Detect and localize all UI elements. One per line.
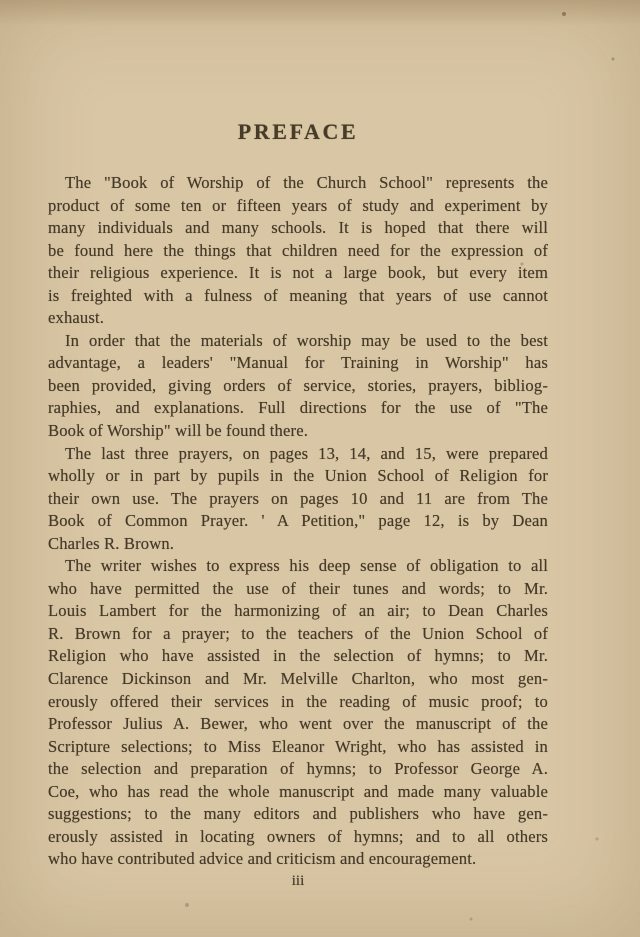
text-line: the selection and preparation of hymns; to Professor George A. (48, 759, 548, 779)
text-line: Book of Common Prayer. ' A Petition," page 12, is by Dean (48, 511, 548, 531)
text-line: advantage, a leaders' "Manual for Training in Worship" has (48, 353, 548, 373)
text-line: In order that the materials of worship may be used to the best (65, 330, 548, 350)
page-number: iii (291, 873, 305, 889)
text-line: who have contributed advice and criticism and encouragement. (48, 849, 477, 869)
text-line: been provided, giving orders of service, stories, prayers, bibliog- (48, 375, 548, 395)
text-line: Clarence Dickinson and Mr. Melville Charlton, who most gen- (48, 669, 548, 689)
text-line: be found here the things that children need for the expression of (48, 240, 548, 260)
text-line: Charles R. Brown. (48, 533, 175, 553)
page-title: PREFACE (237, 119, 359, 144)
preface-text-block (48, 172, 548, 871)
text-line: erously offered their services in the reading of music proof; to (48, 691, 548, 711)
text-line: The last three prayers, on pages 13, 14, and 15, were prepared (65, 443, 548, 463)
text-line: erously assisted in locating owners of hymns; and to all others (48, 826, 548, 846)
text-line: Professor Julius A. Bewer, who went over the manuscript of the (48, 714, 548, 734)
text-line: product of some ten or fifteen years of study and experiment by (48, 195, 548, 215)
text-line: Louis Lambert for the harmonizing of an air; to Dean Charles (48, 601, 548, 621)
text-line: many individuals and many schools. It is hoped that there will (48, 218, 548, 238)
text-line: exhaust. (48, 308, 105, 328)
text-line: is freighted with a fulness of meaning that years of use cannot (48, 285, 548, 305)
text-line: Coe, who has read the whole manuscript and made many valuable (48, 781, 548, 801)
text-line: their religious experience. It is not a large book, but every item (48, 263, 548, 283)
text-line: Scripture selections; to Miss Eleanor Wright, who has assisted in (48, 736, 548, 756)
text-line: wholly or in part by pupils in the Union School of Religion for (48, 466, 548, 486)
text-line: their own use. The prayers on pages 10 and 11 are from The (48, 488, 548, 508)
text-line: The "Book of Worship of the Church School" represents the (65, 173, 548, 192)
text-line: R. Brown for a prayer; to the teachers of the Union School of (48, 623, 548, 643)
text-line: suggestions; to the many editors and publishers who have gen- (48, 804, 548, 824)
text-line: who have permitted the use of their tunes and words; to Mr. (48, 578, 548, 598)
text-line: The writer wishes to express his deep sense of obligation to all (65, 556, 548, 576)
text-line: raphies, and explanations. Full directions for the use of "The (48, 398, 548, 418)
text-line: Book of Worship" will be found there. (48, 421, 309, 441)
text-line: Religion who have assisted in the selection of hymns; to Mr. (48, 646, 548, 666)
